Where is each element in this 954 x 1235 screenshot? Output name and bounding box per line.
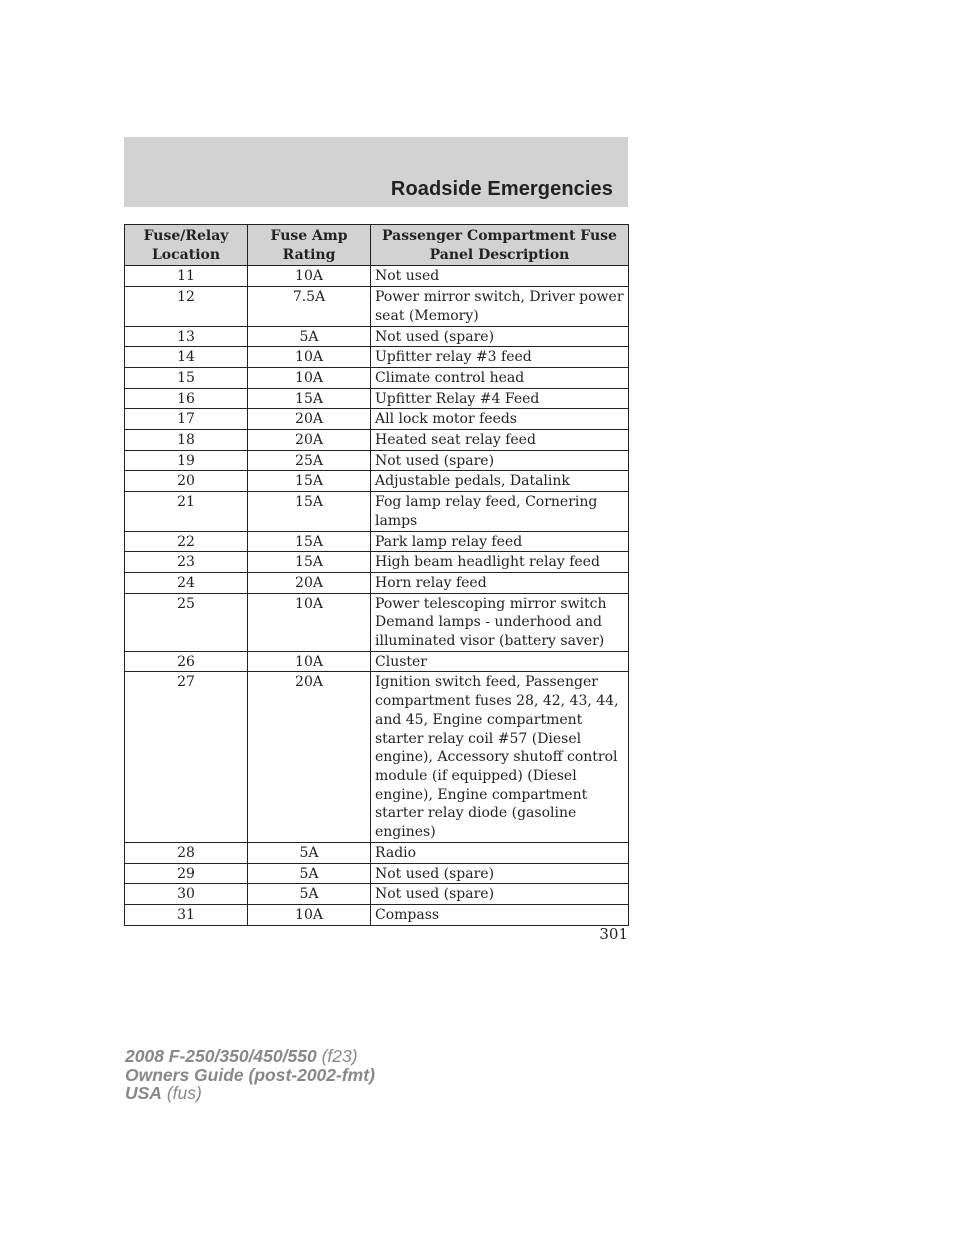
column-header-description: Passenger Compartment Fuse Panel Description bbox=[371, 225, 629, 266]
fuse-rating: 10A bbox=[248, 367, 371, 388]
table-row bbox=[125, 904, 629, 925]
fuse-rating: 15A bbox=[248, 552, 371, 573]
table-row bbox=[125, 492, 629, 531]
column-header-location: Fuse/Relay Location bbox=[125, 225, 248, 266]
fuse-description: Power telescoping mirror switch Demand lamps - underhood and illuminated visor (battery saver) bbox=[371, 593, 629, 651]
fuse-location: 30 bbox=[125, 884, 248, 905]
fuse-rating: 5A bbox=[248, 326, 371, 347]
fuse-rating: 7.5A bbox=[248, 287, 371, 326]
table-row bbox=[125, 450, 629, 471]
fuse-location: 29 bbox=[125, 863, 248, 884]
table-row bbox=[125, 367, 629, 388]
table-row bbox=[125, 593, 629, 651]
fuse-location: 26 bbox=[125, 651, 248, 672]
footer-line-model bbox=[125, 1047, 375, 1066]
page-number: 301 bbox=[599, 925, 628, 943]
fuse-description: All lock motor feeds bbox=[371, 409, 629, 430]
fuse-location: 22 bbox=[125, 531, 248, 552]
table-row bbox=[125, 884, 629, 905]
table-row bbox=[125, 287, 629, 326]
fuse-description: Adjustable pedals, Datalink bbox=[371, 471, 629, 492]
footer-guide: Owners Guide (post-2002-fmt) bbox=[125, 1064, 375, 1085]
table-row bbox=[125, 347, 629, 368]
fuse-rating: 10A bbox=[248, 347, 371, 368]
fuse-description: Cluster bbox=[371, 651, 629, 672]
fuse-description: Horn relay feed bbox=[371, 572, 629, 593]
table-row bbox=[125, 672, 629, 842]
fuse-description: Upfitter Relay #4 Feed bbox=[371, 388, 629, 409]
fuse-location: 16 bbox=[125, 388, 248, 409]
fuse-rating: 5A bbox=[248, 884, 371, 905]
fuse-rating: 20A bbox=[248, 572, 371, 593]
table-row bbox=[125, 266, 629, 287]
fuse-rating: 15A bbox=[248, 471, 371, 492]
fuse-description: Upfitter relay #3 feed bbox=[371, 347, 629, 368]
footer-line-region bbox=[125, 1084, 375, 1103]
fuse-rating: 10A bbox=[248, 904, 371, 925]
fuse-location: 21 bbox=[125, 492, 248, 531]
fuse-description: Not used (spare) bbox=[371, 326, 629, 347]
table-header-row bbox=[125, 225, 629, 266]
fuse-description: Climate control head bbox=[371, 367, 629, 388]
column-header-rating: Fuse Amp Rating bbox=[248, 225, 371, 266]
fuse-description: Not used bbox=[371, 266, 629, 287]
table-row bbox=[125, 842, 629, 863]
fuse-description: Ignition switch feed, Passenger compartment fuses 28, 42, 43, 44, and 45, Engine compartment starter relay coil #57 (Diesel engine), Accessory shutoff control module (if equipped) (Diesel engine), Engine compartment starter relay diode (gasoline engines) bbox=[371, 672, 629, 842]
fuse-rating: 20A bbox=[248, 430, 371, 451]
table-row bbox=[125, 863, 629, 884]
fuse-location: 14 bbox=[125, 347, 248, 368]
fuse-location: 24 bbox=[125, 572, 248, 593]
fuse-rating: 15A bbox=[248, 492, 371, 531]
fuse-rating: 15A bbox=[248, 388, 371, 409]
fuse-description: Compass bbox=[371, 904, 629, 925]
fuse-table bbox=[124, 224, 629, 926]
fuse-location: 12 bbox=[125, 287, 248, 326]
table-row bbox=[125, 471, 629, 492]
fuse-location: 20 bbox=[125, 471, 248, 492]
table-row bbox=[125, 552, 629, 573]
fuse-rating: 5A bbox=[248, 863, 371, 884]
fuse-location: 17 bbox=[125, 409, 248, 430]
fuse-rating: 10A bbox=[248, 651, 371, 672]
table-row bbox=[125, 409, 629, 430]
fuse-location: 11 bbox=[125, 266, 248, 287]
table-row bbox=[125, 430, 629, 451]
footer-region: USA bbox=[125, 1083, 162, 1103]
fuse-description: Not used (spare) bbox=[371, 884, 629, 905]
fuse-location: 27 bbox=[125, 672, 248, 842]
fuse-description: Heated seat relay feed bbox=[371, 430, 629, 451]
fuse-description: Power mirror switch, Driver power seat (Memory) bbox=[371, 287, 629, 326]
section-header-band bbox=[124, 137, 628, 207]
fuse-location: 25 bbox=[125, 593, 248, 651]
fuse-description: Not used (spare) bbox=[371, 863, 629, 884]
fuse-description: Not used (spare) bbox=[371, 450, 629, 471]
footer-region-code: (fus) bbox=[166, 1083, 202, 1103]
fuse-location: 19 bbox=[125, 450, 248, 471]
fuse-location: 15 bbox=[125, 367, 248, 388]
fuse-rating: 25A bbox=[248, 450, 371, 471]
table-row bbox=[125, 531, 629, 552]
fuse-location: 18 bbox=[125, 430, 248, 451]
fuse-location: 23 bbox=[125, 552, 248, 573]
fuse-rating: 20A bbox=[248, 409, 371, 430]
fuse-location: 13 bbox=[125, 326, 248, 347]
fuse-location: 31 bbox=[125, 904, 248, 925]
table-row bbox=[125, 388, 629, 409]
fuse-rating: 5A bbox=[248, 842, 371, 863]
document-footer bbox=[125, 1047, 375, 1103]
fuse-rating: 10A bbox=[248, 593, 371, 651]
table-row bbox=[125, 572, 629, 593]
fuse-location: 28 bbox=[125, 842, 248, 863]
fuse-rating: 15A bbox=[248, 531, 371, 552]
table-row bbox=[125, 326, 629, 347]
section-title: Roadside Emergencies bbox=[390, 178, 613, 200]
table-row bbox=[125, 651, 629, 672]
fuse-description: Park lamp relay feed bbox=[371, 531, 629, 552]
fuse-rating: 10A bbox=[248, 266, 371, 287]
footer-model: 2008 F-250/350/450/550 bbox=[125, 1046, 317, 1066]
fuse-description: Radio bbox=[371, 842, 629, 863]
footer-line-guide bbox=[125, 1066, 375, 1085]
fuse-description: Fog lamp relay feed, Cornering lamps bbox=[371, 492, 629, 531]
fuse-description: High beam headlight relay feed bbox=[371, 552, 629, 573]
footer-model-code: (f23) bbox=[321, 1046, 358, 1066]
fuse-rating: 20A bbox=[248, 672, 371, 842]
